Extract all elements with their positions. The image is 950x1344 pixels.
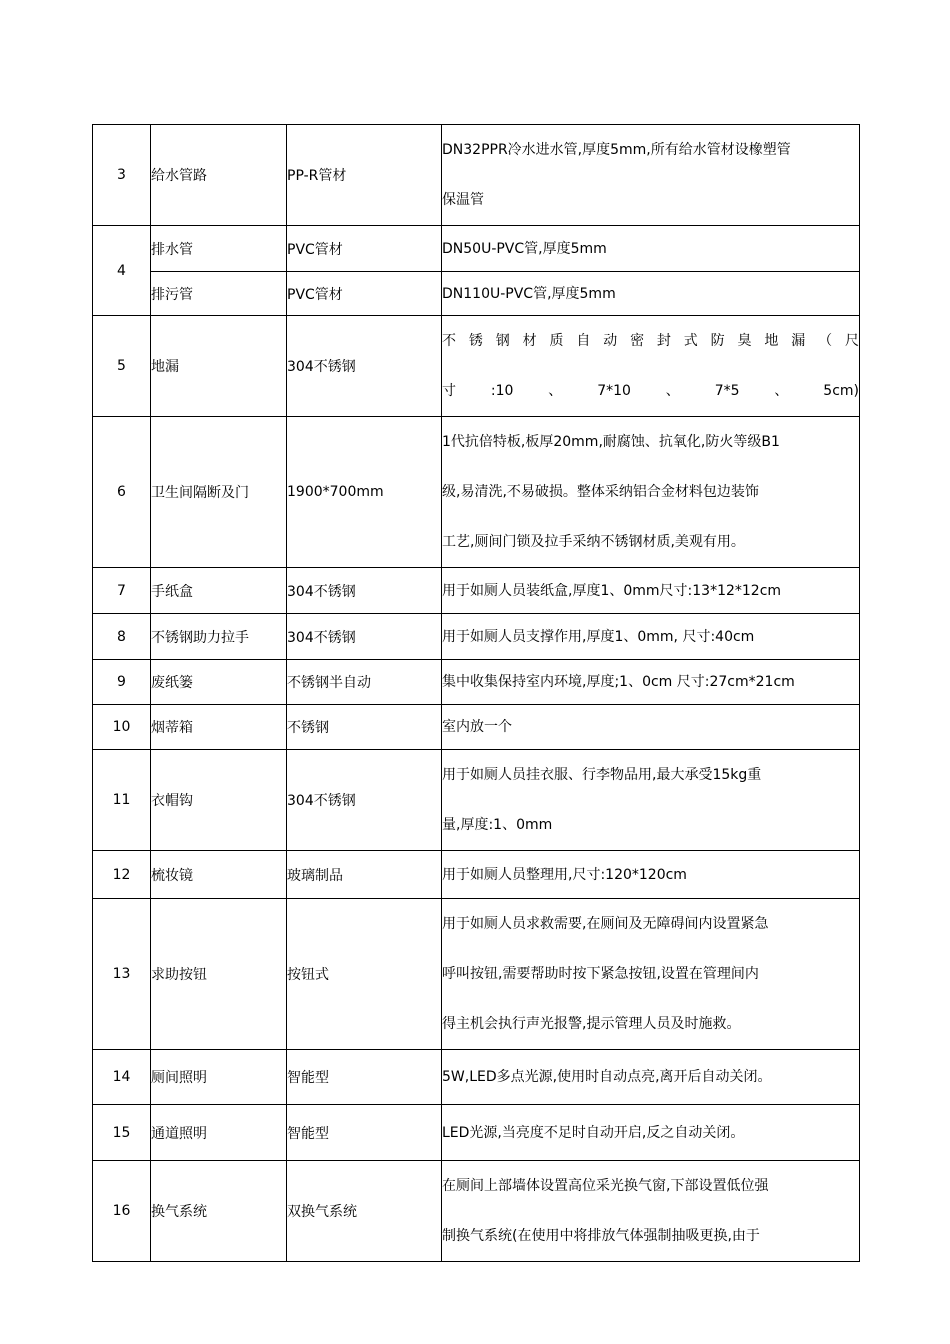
item-material: 304不锈钢 [287,750,442,851]
item-description [442,1161,860,1262]
item-name: 厕间照明 [151,1050,287,1105]
description-line: 呼叫按钮,需要帮助时按下紧急按钮,设置在管理间内 [442,966,759,982]
description-line: 级,易清洗,不易破损。整体采纳铝合金材料包边装饰 [442,484,759,500]
description-line: 得主机会执行声光报警,提示管理人员及时施救。 [442,1016,741,1032]
item-name: 换气系统 [151,1161,287,1262]
item-number: 12 [93,851,151,899]
item-number: 9 [93,660,151,705]
description-line: 量,厚度:1、0mm [442,817,553,833]
table-row [93,417,860,568]
table-row [93,660,860,705]
item-number: 6 [93,417,151,568]
description-line: DN32PPR冷水进水管,厚度5mm,所有给水管材设橡塑管 [442,142,791,158]
description-line: 用于如厕人员挂衣服、行李物品用,最大承受15kg重 [442,767,762,783]
spec-table [92,124,860,1262]
item-name: 给水管路 [151,125,287,226]
table-row [93,750,860,851]
item-description [442,417,860,568]
item-description [442,1050,860,1105]
item-number: 14 [93,1050,151,1105]
item-material: 1900*700mm [287,417,442,568]
item-name: 烟蒂箱 [151,705,287,750]
item-description [442,750,860,851]
item-number: 13 [93,899,151,1050]
item-number: 8 [93,614,151,660]
description-line: 用于如厕人员装纸盒,厚度1、0mm尺寸:13*12*12cm [442,582,782,599]
item-material: 玻璃制品 [287,851,442,899]
item-material: 304不锈钢 [287,568,442,614]
description-line: 用于如厕人员支撑作用,厚度1、0mm, 尺寸:40cm [442,628,755,645]
item-description [442,660,860,705]
table-row [93,851,860,899]
table-row [93,272,860,316]
table-row [93,226,860,272]
description-line: 寸:10、7*10、7*5、5cm) [442,383,859,399]
item-material: 智能型 [287,1050,442,1105]
description-line: DN110U-PVC管,厚度5mm [442,285,616,302]
item-number: 7 [93,568,151,614]
table-row [93,705,860,750]
item-name: 衣帽钩 [151,750,287,851]
spec-table-body [93,125,860,1262]
item-material: PP-R管材 [287,125,442,226]
description-line: 用于如厕人员求救需要,在厕间及无障碍间内设置紧急 [442,916,769,932]
item-name: 通道照明 [151,1105,287,1161]
item-material: 不锈钢半自动 [287,660,442,705]
item-name: 不锈钢助力拉手 [151,614,287,660]
table-row [93,899,860,1050]
item-number: 4 [93,226,151,316]
item-description [442,226,860,272]
item-material: 双换气系统 [287,1161,442,1262]
item-description [442,851,860,899]
table-row [93,316,860,417]
item-name: 排污管 [151,272,287,316]
item-material: PVC管材 [287,272,442,316]
description-line: 1代抗倍特板,板厚20mm,耐腐蚀、抗氧化,防火等级B1 [442,434,780,450]
description-line: DN50U-PVC管,厚度5mm [442,240,607,257]
table-row [93,1050,860,1105]
item-number: 5 [93,316,151,417]
description-line: 用于如厕人员整理用,尺寸:120*120cm [442,866,687,883]
table-row [93,125,860,226]
item-number: 3 [93,125,151,226]
item-material: 304不锈钢 [287,316,442,417]
item-description [442,568,860,614]
item-material: 304不锈钢 [287,614,442,660]
item-name: 卫生间隔断及门 [151,417,287,568]
item-number: 15 [93,1105,151,1161]
description-line: LED光源,当亮度不足时自动开启,反之自动关闭。 [442,1124,745,1141]
description-line: 不锈钢材质自动密封式防臭地漏（尺 [442,333,859,349]
item-material: 按钮式 [287,899,442,1050]
table-row [93,568,860,614]
item-material: 智能型 [287,1105,442,1161]
description-line: 制换气系统(在使用中将排放气体强制抽吸更换,由于 [442,1228,760,1244]
table-row [93,614,860,660]
item-description [442,1105,860,1161]
item-description [442,614,860,660]
description-line: 工艺,厕间门锁及拉手采纳不锈钢材质,美观有用。 [442,534,745,550]
description-line: 5W,LED多点光源,使用时自动点亮,离开后自动关闭。 [442,1069,772,1085]
table-row [93,1161,860,1262]
item-material: PVC管材 [287,226,442,272]
item-material: 不锈钢 [287,705,442,750]
item-number: 16 [93,1161,151,1262]
item-description [442,705,860,750]
item-name: 手纸盒 [151,568,287,614]
item-number: 10 [93,705,151,750]
item-name: 梳妆镜 [151,851,287,899]
item-name: 废纸篓 [151,660,287,705]
item-name: 地漏 [151,316,287,417]
description-line: 集中收集保持室内环境,厚度;1、0cm 尺寸:27cm*21cm [442,674,795,690]
item-name: 排水管 [151,226,287,272]
description-line: 在厕间上部墙体设置高位采光换气窗,下部设置低位强 [442,1178,769,1194]
table-row [93,1105,860,1161]
item-number: 11 [93,750,151,851]
item-description [442,272,860,316]
item-name: 求助按钮 [151,899,287,1050]
description-line: 保温管 [442,192,484,208]
item-description [442,125,860,226]
item-description [442,899,860,1050]
item-description [442,316,860,417]
description-line: 室内放一个 [442,719,512,735]
